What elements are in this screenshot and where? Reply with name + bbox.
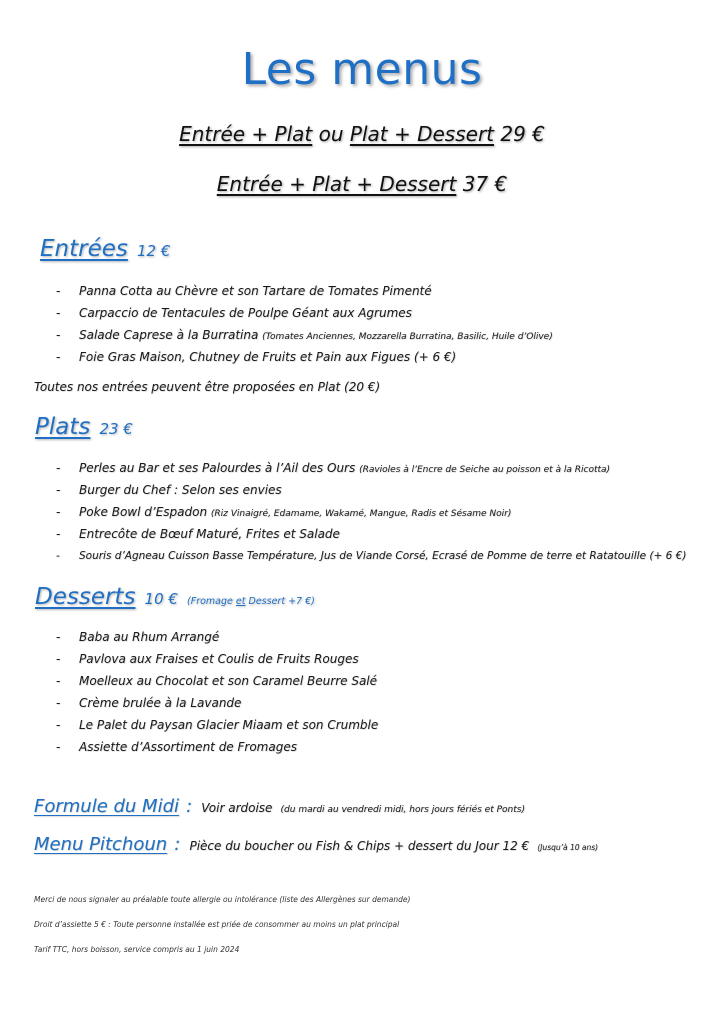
desserts-list <box>56 626 378 758</box>
formula-price: 37 € <box>462 172 508 196</box>
formula-part-2: Plat + Dessert <box>349 122 495 146</box>
formule-midi-title: Formule du Midi <box>34 796 180 817</box>
menu-pitchoun-note: (Jusqu’à 10 ans) <box>537 843 599 852</box>
formula-part-1: Entrée + Plat <box>179 122 313 146</box>
formule-midi: Formule du Midi : Voir ardoise (du mardi au vendredi midi, hors jours fériés et Ponts) <box>34 796 525 817</box>
formula-part-1: Entrée + Plat + Dessert <box>216 172 457 196</box>
list-item: - Poke Bowl d’Espadon (Riz Vinaigré, Edamame, Wakamé, Mangue, Radis et Sésame Noir) <box>56 505 512 519</box>
section-plats-heading <box>35 414 133 440</box>
list-item: - Salade Caprese à la Burratina (Tomates Anciennes, Mozzarella Burratina, Basilic, Huile d’Olive) <box>56 328 553 342</box>
section-price: 10 € <box>144 590 178 608</box>
section-title: Entrées <box>40 236 128 262</box>
section-note: (Fromage et Dessert +7 €) <box>187 596 315 607</box>
list-item: - Carpaccio de Tentacules de Poulpe Géant aux Agrumes <box>56 306 412 320</box>
section-entrees-heading <box>40 236 170 262</box>
section-price: 12 € <box>136 242 171 260</box>
list-item: - Baba au Rhum Arrangé <box>56 630 220 644</box>
list-item: - Burger du Chef : Selon ses envies <box>56 483 282 497</box>
menu-pitchoun-title: Menu Pitchoun <box>34 834 168 855</box>
formula-price: 29 € <box>500 122 545 146</box>
list-item: - Souris d’Agneau Cuisson Basse Température, Jus de Viande Corsé, Ecrasé de Pomme de terre et Ratatouille (+ 6 €) <box>56 550 687 562</box>
formule-midi-value: Voir ardoise <box>201 801 273 815</box>
footer-droit-assiette: Droit d’assiette 5 € : Toute personne installée est priée de consommer au moins un plat principal <box>34 920 400 929</box>
page-title: Les menus <box>241 44 483 95</box>
menu-pitchoun: Menu Pitchoun : Pièce du boucher ou Fish & Chips + dessert du Jour 12 € (Jusqu’à 10 ans) <box>34 834 599 855</box>
section-title: Plats <box>35 414 91 440</box>
section-desserts-heading <box>35 584 315 610</box>
formula-or: ou <box>318 122 344 146</box>
menu-pitchoun-value: Pièce du boucher ou Fish & Chips + dessert du Jour 12 € <box>189 839 530 853</box>
list-item: - Pavlova aux Fraises et Coulis de Fruits Rouges <box>56 652 359 666</box>
entrees-list <box>56 280 553 368</box>
formule-midi-note: (du mardi au vendredi midi, hors jours fériés et Ponts) <box>280 805 525 815</box>
list-item: - Entrecôte de Bœuf Maturé, Frites et Salade <box>56 527 340 541</box>
formula-full-37 <box>0 172 724 196</box>
formula-entree-plat-dessert-29 <box>0 122 724 146</box>
footer-tarif: Tarif TTC, hors boisson, service compris au 1 juin 2024 <box>34 945 240 954</box>
entrees-footnote: Toutes nos entrées peuvent être proposées en Plat (20 €) <box>34 380 381 394</box>
list-item: - Moelleux au Chocolat et son Caramel Beurre Salé <box>56 674 378 688</box>
list-item: - Le Palet du Paysan Glacier Miaam et son Crumble <box>56 718 379 732</box>
plats-list <box>56 457 686 567</box>
list-item: - Perles au Bar et ses Palourdes à l’Ail des Ours (Ravioles à l’Encre de Seiche au poisson et à la Ricotta) <box>56 461 611 475</box>
list-item: - Crème brulée à la Lavande <box>56 696 242 710</box>
footer-allergy-note: Merci de nous signaler au préalable toute allergie ou intolérance (liste des Allergènes sur demande) <box>34 895 411 904</box>
list-item: - Assiette d’Assortiment de Fromages <box>56 740 297 754</box>
section-title: Desserts <box>35 584 136 610</box>
section-price: 23 € <box>99 420 133 438</box>
list-item: - Foie Gras Maison, Chutney de Fruits et Pain aux Figues (+ 6 €) <box>56 350 457 364</box>
list-item: - Panna Cotta au Chèvre et son Tartare de Tomates Pimenté <box>56 284 432 298</box>
